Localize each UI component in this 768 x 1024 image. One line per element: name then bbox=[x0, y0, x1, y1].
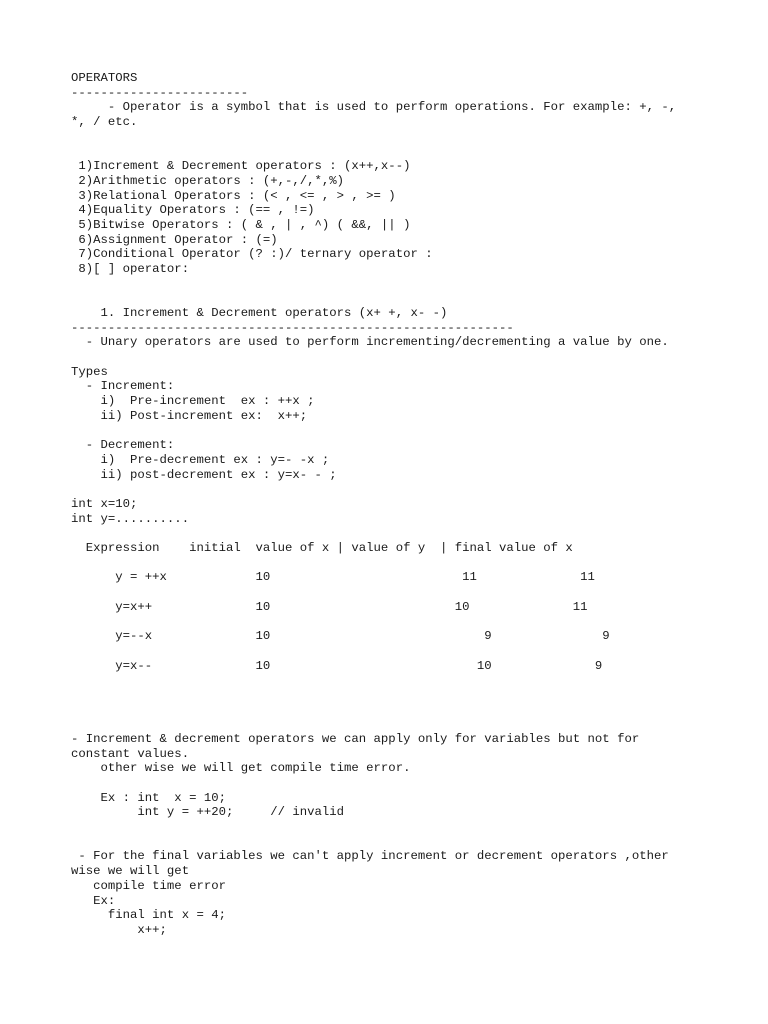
text-line: 7)Conditional Operator (? :)/ ternary operator : bbox=[71, 247, 433, 262]
text-line: 3)Relational Operators : (< , <= , > , >= ) bbox=[71, 188, 396, 203]
text-line: int y = ++20; // invalid bbox=[71, 805, 345, 820]
text-line bbox=[71, 644, 711, 659]
text-line: 2)Arithmetic operators : (+,-,/,*,%) bbox=[71, 173, 345, 188]
text-line bbox=[71, 820, 711, 835]
text-line: y=x++ 10 10 11 bbox=[71, 599, 588, 614]
text-line: int y=.......... bbox=[71, 511, 190, 526]
text-line: compile time error bbox=[71, 878, 226, 893]
text-line: ------------------------ bbox=[71, 85, 249, 100]
text-line bbox=[71, 776, 711, 791]
text-line: OPERATORS bbox=[71, 71, 138, 85]
text-line: Types bbox=[71, 364, 108, 379]
document-page bbox=[71, 71, 711, 938]
text-line: i) Pre-increment ex : ++x ; bbox=[71, 394, 315, 409]
text-line: final int x = 4; bbox=[71, 908, 226, 923]
text-line bbox=[71, 673, 711, 688]
text-line: *, / etc. bbox=[71, 115, 138, 130]
text-line: Ex : int x = 10; bbox=[71, 790, 226, 805]
text-line: ------------------------------------------------------------ bbox=[71, 320, 514, 335]
text-line bbox=[71, 585, 711, 600]
text-line: Ex: bbox=[71, 893, 116, 908]
text-line: 1. Increment & Decrement operators (x+ +, x- -) bbox=[71, 306, 448, 320]
text-line: - Unary operators are used to perform incrementing/decrementing a value by one. bbox=[71, 335, 669, 350]
text-line: y = ++x 10 11 11 bbox=[71, 570, 595, 585]
text-line bbox=[71, 688, 711, 703]
text-line: y=x-- 10 10 9 bbox=[71, 658, 603, 673]
text-line bbox=[71, 717, 711, 732]
text-line: int x=10; bbox=[71, 496, 138, 511]
text-line bbox=[71, 350, 711, 365]
text-line: wise we will get bbox=[71, 864, 190, 879]
text-line bbox=[71, 424, 711, 439]
text-line bbox=[71, 835, 711, 850]
text-line: ii) post-decrement ex : y=x- - ; bbox=[71, 467, 337, 482]
text-line: - Operator is a symbol that is used to perform operations. For example: +, -, bbox=[71, 100, 677, 115]
text-line: 5)Bitwise Operators : ( & , | , ^) ( &&, || ) bbox=[71, 217, 411, 232]
text-line: 6)Assignment Operator : (=) bbox=[71, 232, 278, 247]
text-line: i) Pre-decrement ex : y=- -x ; bbox=[71, 452, 330, 467]
text-line: ii) Post-increment ex: x++; bbox=[71, 408, 308, 423]
text-line bbox=[71, 144, 711, 159]
text-line: - For the final variables we can't apply increment or decrement operators ,other bbox=[71, 849, 669, 864]
text-line: Expression initial value of x | value of y | final value of x bbox=[71, 541, 573, 555]
text-line: y=--x 10 9 9 bbox=[71, 629, 610, 644]
text-line bbox=[71, 277, 711, 292]
text-line bbox=[71, 703, 711, 718]
text-line: - Increment: bbox=[71, 379, 175, 394]
text-line: 4)Equality Operators : (== , !=) bbox=[71, 203, 315, 218]
text-line bbox=[71, 614, 711, 629]
text-line: - Increment & decrement operators we can apply only for variables but not for bbox=[71, 731, 640, 746]
text-line bbox=[71, 130, 711, 145]
text-line: 8)[ ] operator: bbox=[71, 261, 190, 276]
text-line: - Decrement: bbox=[71, 438, 175, 453]
text-line: x++; bbox=[71, 922, 167, 937]
text-line bbox=[71, 291, 711, 306]
text-line bbox=[71, 556, 711, 571]
text-line: other wise we will get compile time error. bbox=[71, 761, 411, 776]
text-line: 1)Increment & Decrement operators : (x++,x--) bbox=[71, 159, 411, 174]
text-line bbox=[71, 526, 711, 541]
text-line bbox=[71, 482, 711, 497]
text-line: constant values. bbox=[71, 746, 190, 761]
